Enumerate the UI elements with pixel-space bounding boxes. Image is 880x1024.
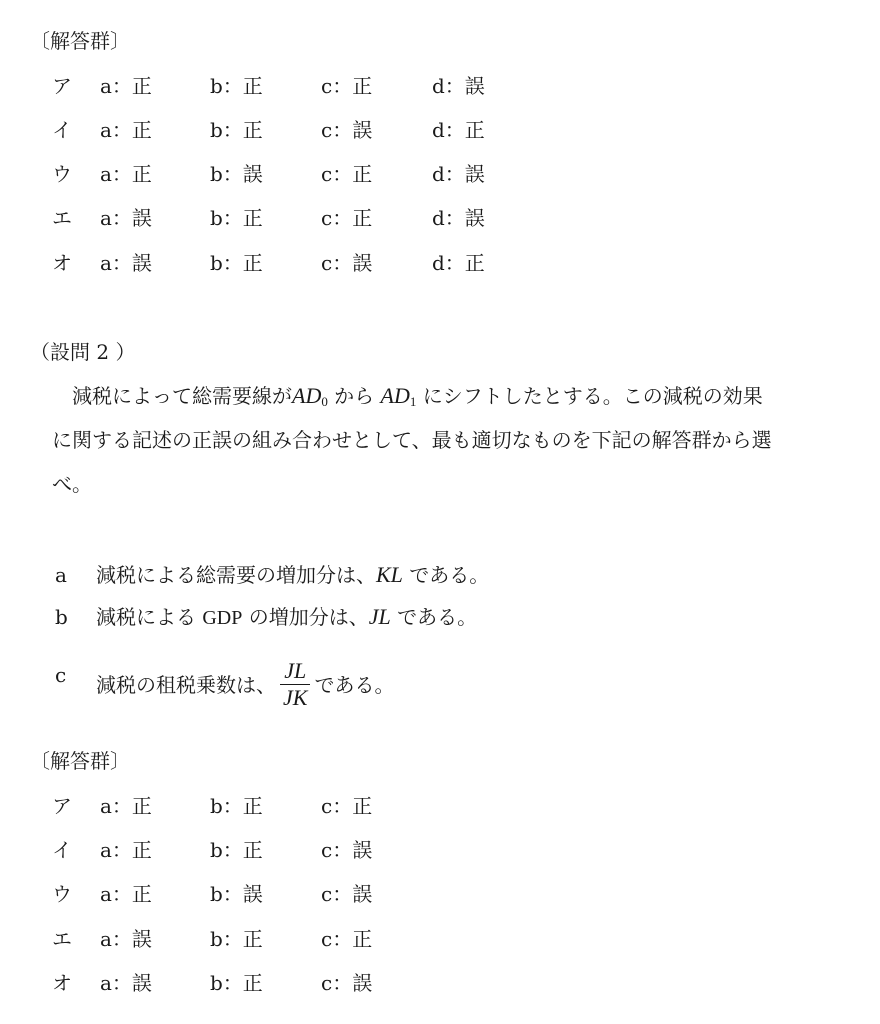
answer-cell: a：誤 <box>100 927 152 951</box>
answer-label: エ <box>52 206 72 230</box>
answer-cell: a：誤 <box>100 251 152 275</box>
answer-cell: a：正 <box>100 74 152 98</box>
paragraph-line <box>72 382 763 416</box>
statement-text: 減税による GDP の増加分は、JL である。 <box>96 604 478 629</box>
paragraph-text: 減税によって総需要線が <box>72 384 292 408</box>
answer-cell: d：正 <box>432 251 485 275</box>
answer-cell: a：正 <box>100 162 152 186</box>
paragraph-text: にシフトしたとする。この減税の効果 <box>416 384 763 408</box>
answer-cell: a：誤 <box>100 971 152 995</box>
answer-label: ウ <box>52 162 72 186</box>
statement-letter: c <box>55 663 67 687</box>
answer-cell: c：誤 <box>321 838 373 862</box>
statement-text: 減税による総需要の増加分は、KL である。 <box>96 562 490 587</box>
answer-cell: c：誤 <box>321 971 373 995</box>
answer-cell: c：正 <box>321 162 373 186</box>
answer-label: ア <box>52 794 72 818</box>
statement-letter: a <box>55 563 67 587</box>
answer-cell: b：正 <box>210 971 263 995</box>
answer-label: ア <box>52 74 72 98</box>
answer-cell: b：正 <box>210 927 263 951</box>
answer-cell: a：正 <box>100 838 152 862</box>
answer-cell: b：正 <box>210 206 263 230</box>
answer-cell: a：誤 <box>100 206 152 230</box>
gdp-term: GDP <box>202 607 243 629</box>
answer-cell: b：正 <box>210 794 263 818</box>
math-kl: KL <box>376 562 403 587</box>
fraction-jl-over-jk <box>280 659 310 710</box>
answer-label: オ <box>52 971 72 995</box>
paragraph-line: べ。 <box>52 472 92 496</box>
answer-group-1-heading: 〔解答群〕 <box>30 29 130 53</box>
answer-cell: c：誤 <box>321 251 373 275</box>
paragraph-line: に関する記述の正誤の組み合わせとして、最も適切なものを下記の解答群から選 <box>52 428 772 452</box>
answer-cell: c：誤 <box>321 118 373 142</box>
fraction-numerator: JL <box>284 658 307 683</box>
math-ad0: $AD_0$ <box>292 383 328 409</box>
answer-label: オ <box>52 251 72 275</box>
answer-cell: c：正 <box>321 794 373 818</box>
answer-cell: c：正 <box>321 206 373 230</box>
answer-cell: a：正 <box>100 118 152 142</box>
question-2-heading: （設問 2 ） <box>30 340 136 364</box>
answer-label: エ <box>52 927 72 951</box>
math-jl: JL <box>368 604 391 629</box>
answer-cell: c：正 <box>321 74 373 98</box>
answer-cell: b：正 <box>210 251 263 275</box>
paragraph-text: から <box>327 384 381 408</box>
answer-cell: c：正 <box>321 927 373 951</box>
statement-letter: b <box>55 605 68 629</box>
answer-cell: b：誤 <box>210 162 263 186</box>
answer-cell: c：誤 <box>321 882 373 906</box>
answer-cell: b：正 <box>210 74 263 98</box>
answer-label: イ <box>52 118 72 142</box>
answer-group-2-heading: 〔解答群〕 <box>30 749 130 773</box>
answer-cell: b：正 <box>210 838 263 862</box>
answer-cell: b：誤 <box>210 882 263 906</box>
answer-cell: d：誤 <box>432 206 485 230</box>
answer-cell: a：正 <box>100 882 152 906</box>
answer-cell: d：誤 <box>432 74 485 98</box>
answer-cell: b：正 <box>210 118 263 142</box>
fraction-denominator: JK <box>283 685 308 710</box>
statement-text: 減税の租税乗数は、 $\frac{JL}{JK}$ である。 <box>96 658 395 710</box>
math-ad1: $AD_1$ <box>380 383 417 409</box>
answer-label: ウ <box>52 882 72 906</box>
answer-cell: d：誤 <box>432 162 485 186</box>
answer-cell: d：正 <box>432 118 485 142</box>
answer-label: イ <box>52 838 72 862</box>
answer-cell: a：正 <box>100 794 152 818</box>
